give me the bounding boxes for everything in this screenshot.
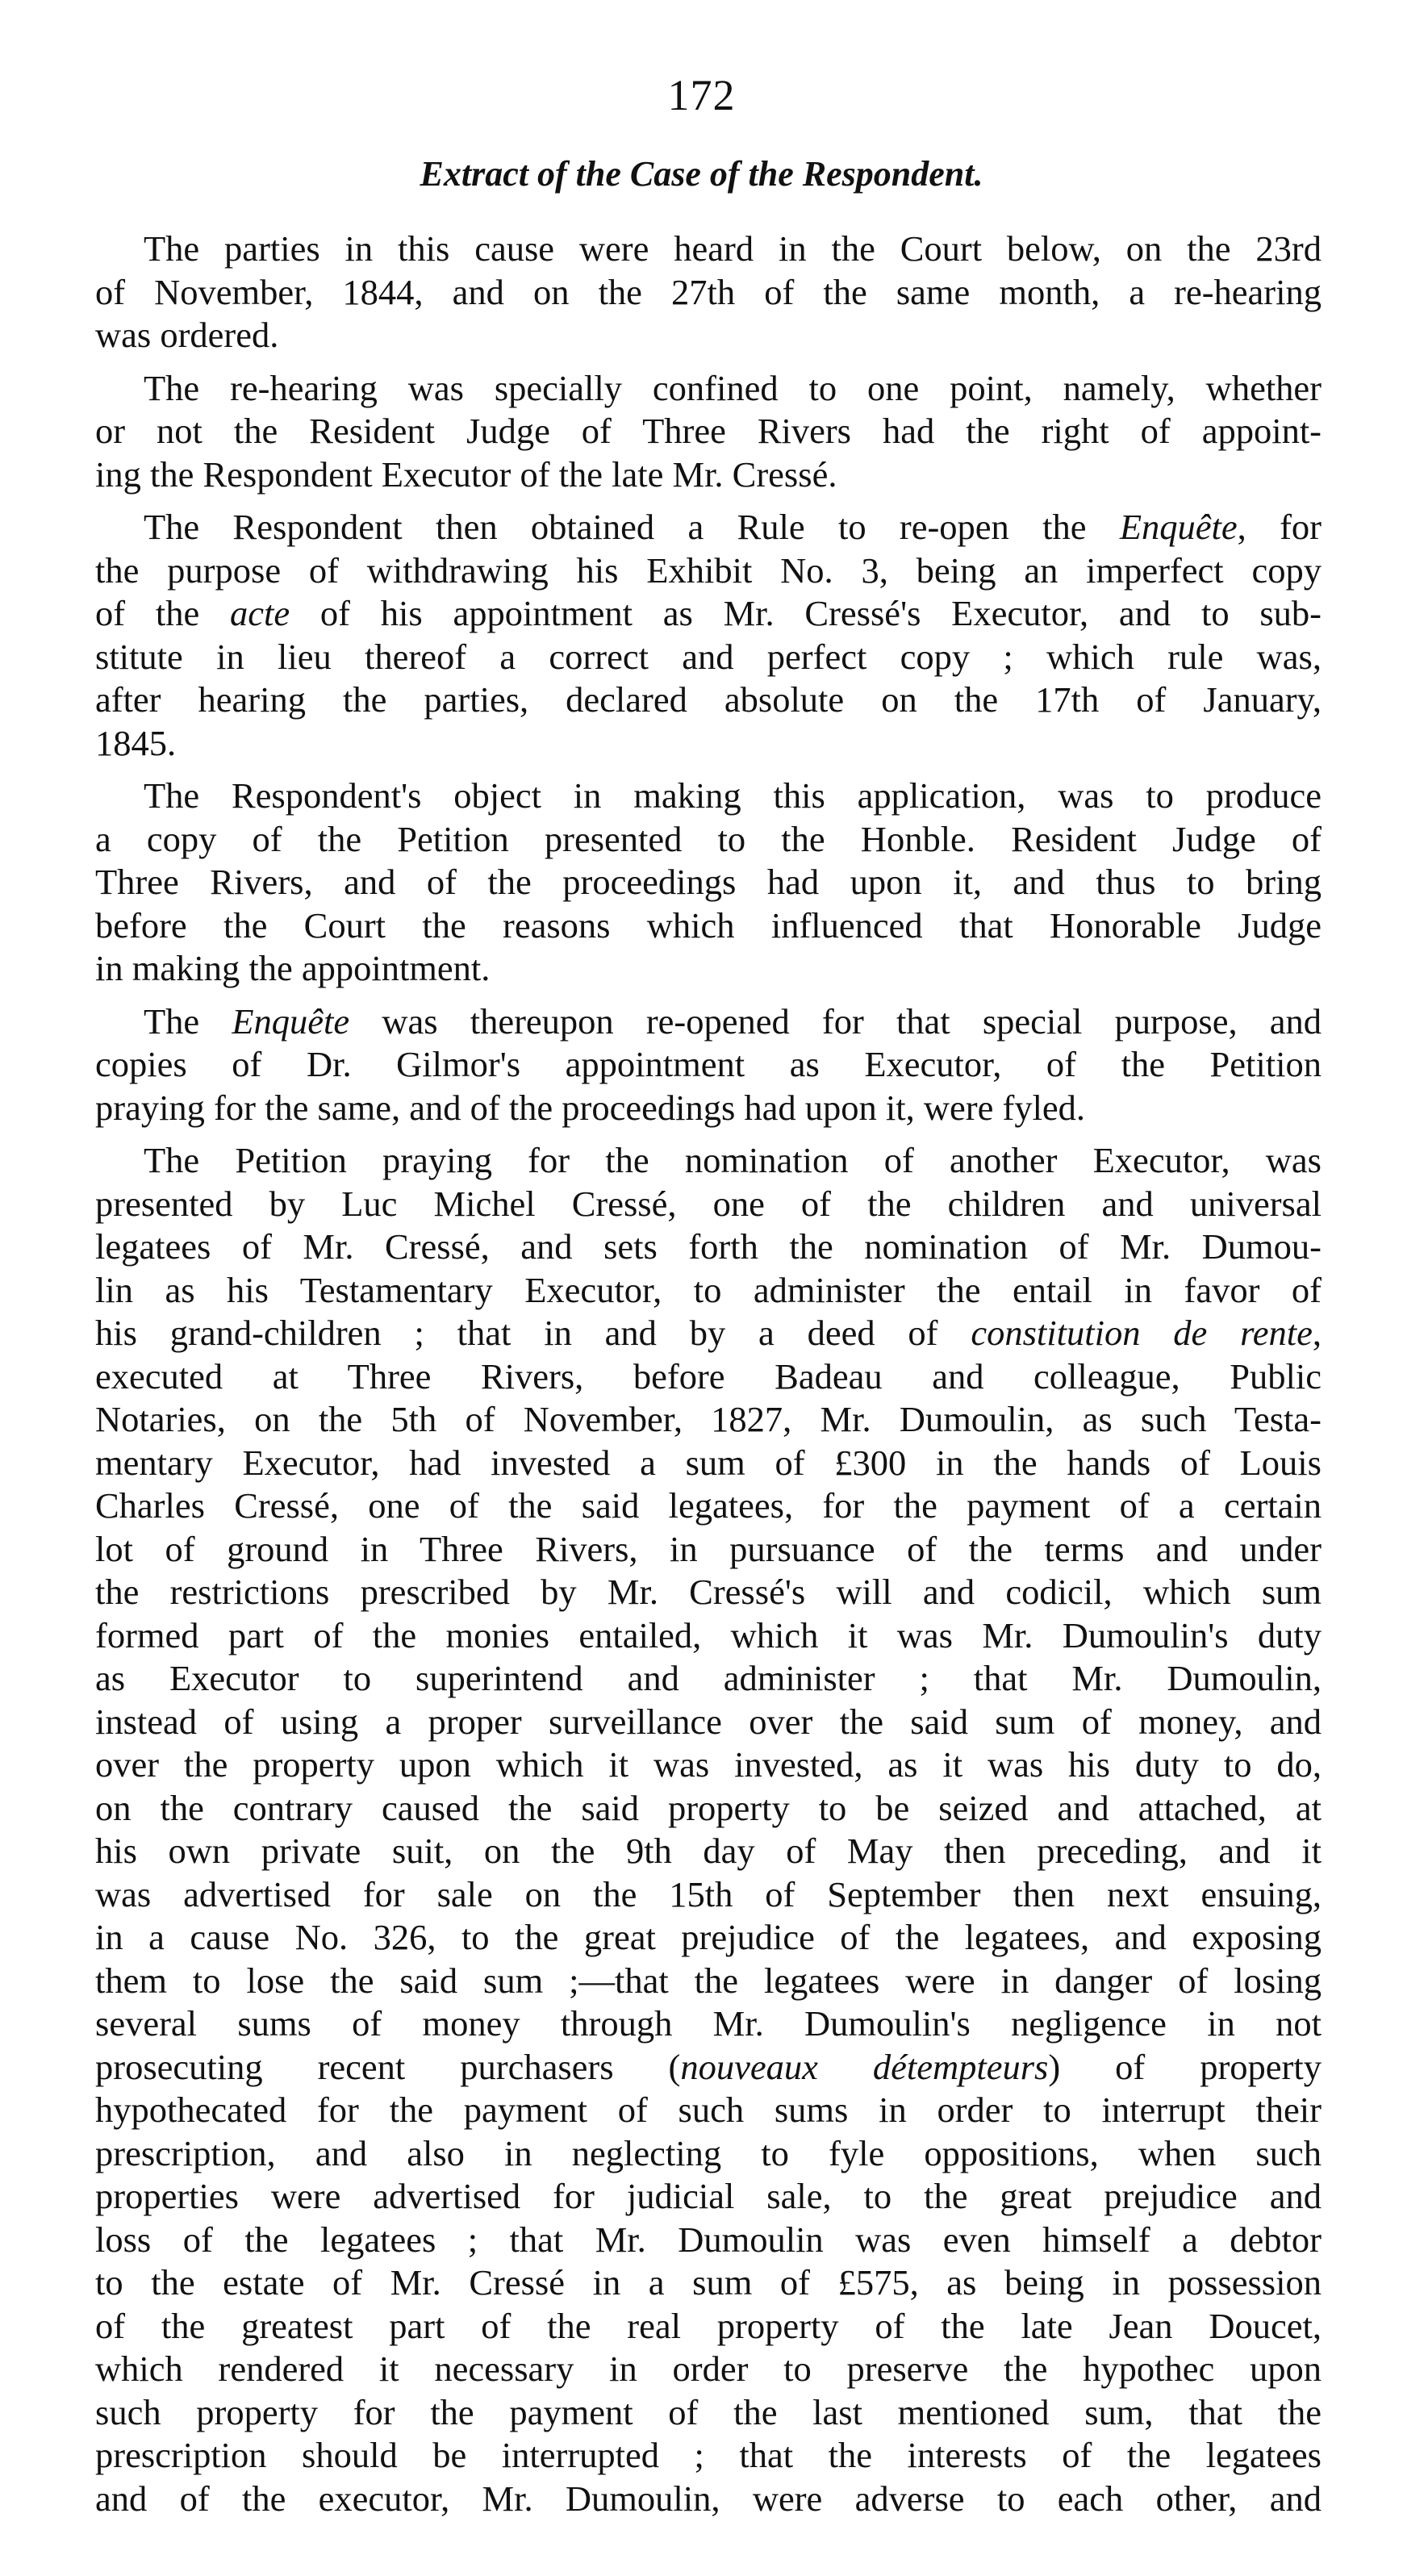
text-line: and of the executor, Mr. Dumoulin, were adverse to each other, and	[95, 2478, 1322, 2519]
text-line: over the property upon which it was invested, as it was his duty to do,	[95, 1744, 1322, 1785]
text-line: before the Court the reasons which influenced that Honorable Judge	[95, 904, 1322, 946]
text-line: praying for the same, and of the proceedings had upon it, were fyled.	[95, 1087, 1086, 1128]
text-line: copies of Dr. Gilmor's appointment as Executor, of the Petition	[95, 1044, 1322, 1084]
text-line: Three Rivers, and of the proceedings had upon it, and thus to bring	[95, 862, 1322, 902]
text-line: prosecuting recent purchasers (nouveaux détempteurs) of property	[95, 2046, 1322, 2087]
text-line: of the acte of his appointment as Mr. Cressé's Executor, and to sub-	[95, 593, 1322, 633]
section-heading: Extract of the Case of the Respondent.	[420, 154, 983, 194]
text-line: to the estate of Mr. Cressé in a sum of £575, as being in possession	[95, 2262, 1322, 2303]
text-line: was advertised for sale on the 15th of September then next ensuing,	[95, 1873, 1322, 1914]
text-line: legatees of Mr. Cressé, and sets forth the nomination of Mr. Dumou-	[95, 1226, 1322, 1267]
page-number: 172	[667, 71, 736, 119]
text-line: presented by Luc Michel Cressé, one of the children and universal	[95, 1183, 1322, 1224]
text-line: instead of using a proper surveillance over the said sum of money, and	[95, 1701, 1322, 1742]
text-line: the restrictions prescribed by Mr. Cressé's will and codicil, which sum	[95, 1572, 1322, 1612]
text-line: lot of ground in Three Rivers, in pursuance of the terms and under	[95, 1528, 1322, 1569]
text-line: lin as his Testamentary Executor, to administer the entail in favor of	[95, 1269, 1322, 1310]
text-line: stitute in lieu thereof a correct and perfect copy ; which rule was,	[95, 636, 1322, 677]
body-text	[95, 228, 1322, 2530]
text-line: ing the Respondent Executor of the late Mr. Cressé.	[95, 453, 837, 495]
text-line: prescription, and also in neglecting to fyle oppositions, when such	[95, 2132, 1322, 2173]
text-line: of November, 1844, and on the 27th of the same month, a re-hearing	[95, 271, 1322, 312]
text-line: his own private suit, on the 9th day of May then preceding, and it	[95, 1831, 1322, 1871]
text-line: his grand-children ; that in and by a deed of constitution de rente,	[95, 1313, 1322, 1353]
text-line: of the greatest part of the real property of the late Jean Doucet,	[95, 2305, 1322, 2346]
paragraph	[95, 774, 1322, 991]
text-line: several sums of money through Mr. Dumoulin's negligence in not	[95, 2003, 1322, 2044]
paragraph	[95, 1139, 1322, 2520]
paragraph	[95, 506, 1322, 765]
text-line: executed at Three Rivers, before Badeau and colleague, Public	[95, 1355, 1322, 1397]
text-line: Notaries, on the 5th of November, 1827, Mr. Dumoulin, as such Testa-	[95, 1399, 1322, 1439]
text-line: the purpose of withdrawing his Exhibit No. 3, being an imperfect copy	[95, 549, 1322, 591]
text-line: a copy of the Petition presented to the Honble. Resident Judge of	[95, 818, 1322, 859]
text-line: mentary Executor, had invested a sum of £300 in the hands of Louis	[95, 1442, 1322, 1483]
text-line: hypothecated for the payment of such sums in order to interrupt their	[95, 2090, 1322, 2130]
text-line: loss of the legatees ; that Mr. Dumoulin was even himself a debtor	[95, 2219, 1322, 2260]
text-line: or not the Resident Judge of Three Rivers had the right of appoint-	[95, 411, 1322, 451]
text-line: on the contrary caused the said property to be seized and attached, at	[95, 1787, 1322, 1828]
text-line: The parties in this cause were heard in the Court below, on the 23rd	[144, 228, 1322, 269]
text-line: which rendered it necessary in order to preserve the hypothec upon	[95, 2348, 1322, 2389]
text-line: formed part of the monies entailed, which it was Mr. Dumoulin's duty	[95, 1614, 1322, 1655]
paragraph	[95, 1000, 1322, 1130]
text-line: The re-hearing was specially confined to one point, namely, whether	[144, 367, 1322, 408]
text-line: after hearing the parties, declared absolute on the 17th of January,	[95, 679, 1322, 720]
text-line: The Petition praying for the nomination of another Executor, was	[144, 1140, 1322, 1180]
text-line: as Executor to superintend and administer ; that Mr. Dumoulin,	[95, 1658, 1322, 1698]
text-line: The Respondent then obtained a Rule to re-open the Enquête, for	[144, 507, 1322, 547]
text-line: properties were advertised for judicial sale, to the great prejudice and	[95, 2176, 1322, 2216]
text-line: The Respondent's object in making this application, was to produce	[144, 775, 1322, 816]
text-line: prescription should be interrupted ; that the interests of the legatees	[95, 2435, 1322, 2475]
text-line: 1845.	[95, 722, 177, 763]
text-line: such property for the payment of the last mentioned sum, that the	[95, 2391, 1322, 2432]
text-line: Charles Cressé, one of the said legatees, for the payment of a certain	[95, 1485, 1322, 1526]
text-line: them to lose the said sum ;—that the legatees were in danger of losing	[95, 1960, 1322, 2001]
text-line: was ordered.	[95, 315, 279, 355]
paragraph	[95, 367, 1322, 497]
text-line: The Enquête was thereupon re-opened for that special purpose, and	[144, 1000, 1322, 1042]
paragraph	[95, 228, 1322, 357]
text-line: in making the appointment.	[95, 948, 491, 988]
text-line: in a cause No. 326, to the great prejudice of the legatees, and exposing	[95, 1917, 1322, 1957]
